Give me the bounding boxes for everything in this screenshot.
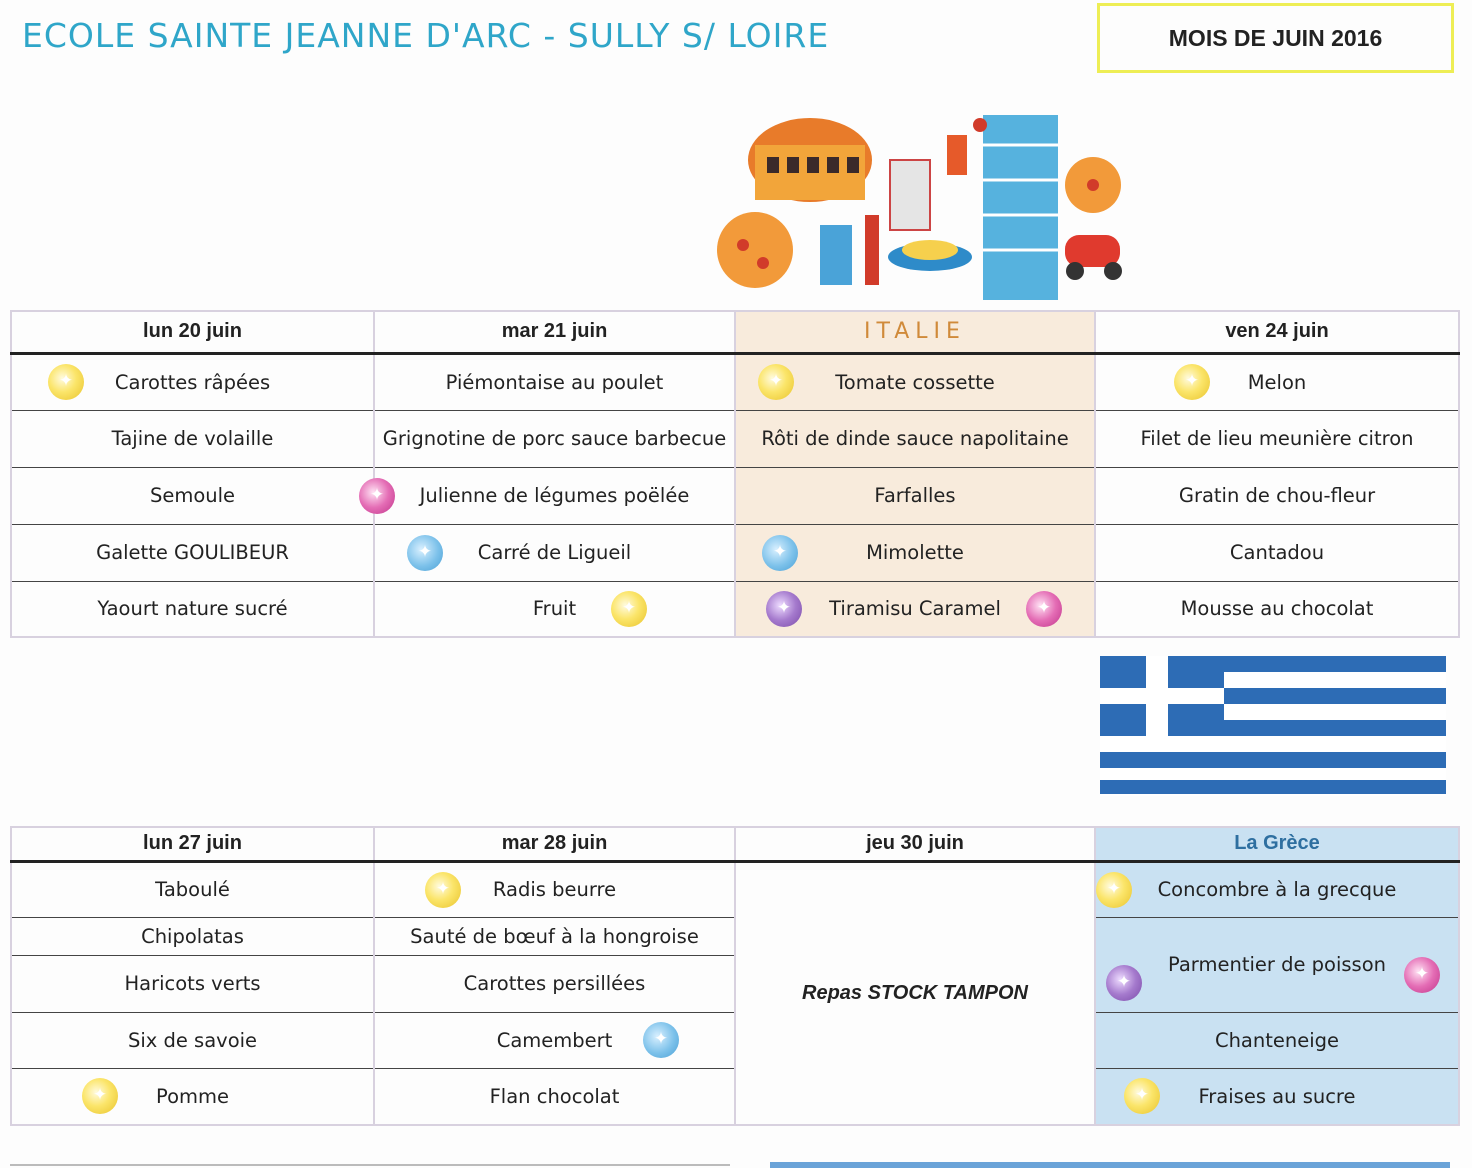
menu-cell [1095, 467, 1459, 524]
dish-text: Mimolette [866, 541, 964, 564]
menu-cell [1095, 1068, 1459, 1125]
menu-cell [11, 467, 374, 524]
label-badge-pink-icon [1404, 957, 1440, 993]
label-badge-yellow-icon [1096, 872, 1132, 908]
menu-cell [374, 353, 735, 410]
label-badge-yellow-icon [1174, 364, 1210, 400]
day-header: lun 27 juin [11, 827, 374, 861]
month-label [1097, 3, 1454, 73]
dish-text: Semoule [149, 484, 236, 507]
stock-meal-text: Repas STOCK TAMPON [802, 982, 1028, 1005]
day-header: jeu 30 juin [735, 827, 1095, 861]
dish-text: Taboulé [155, 878, 230, 901]
dish-text: Parmentier de poisson [1167, 953, 1387, 976]
dish-text: Flan chocolat [489, 1084, 620, 1108]
menu-cell [1095, 524, 1459, 581]
menu-week-1 [10, 310, 1460, 638]
dish-text: Cantadou [1229, 541, 1325, 564]
dish-text: Camembert [496, 1028, 613, 1052]
menu-cell [374, 917, 735, 955]
label-badge-blue-icon [643, 1022, 679, 1058]
menu-cell [374, 524, 735, 581]
menu-cell [11, 524, 374, 581]
dish-text: Sauté de bœuf à la hongroise [410, 924, 699, 948]
day-header: mar 28 juin [374, 827, 735, 861]
menu-cell [374, 467, 735, 524]
theme-header-greece: La Grèce [1095, 827, 1459, 861]
dish-text: Carottes persillées [463, 972, 646, 995]
dish-text: Yaourt nature sucré [97, 597, 288, 621]
school-title: ECOLE SAINTE JEANNE D'ARC - SULLY S/ LOIRE [22, 16, 830, 55]
menu-cell [735, 353, 1095, 410]
stock-meal-cell [735, 861, 1095, 1125]
dish-text: Farfalles [874, 484, 956, 507]
label-badge-blue-icon [407, 535, 443, 571]
day-header: lun 20 juin [11, 311, 374, 353]
menu-week-2 [10, 826, 1460, 1126]
dish-text: Pomme [156, 1084, 229, 1108]
menu-cell [1095, 581, 1459, 637]
dish-text: Grignotine de porc sauce barbecue [382, 427, 727, 450]
menu-cell [1095, 917, 1459, 1012]
dish-text: Galette GOULIBEUR [96, 541, 289, 564]
label-badge-yellow-icon [611, 591, 647, 627]
dish-text: Filet de lieu meunière citron [1140, 427, 1414, 450]
menu-cell [1095, 353, 1459, 410]
menu-cell [1095, 861, 1459, 917]
menu-cell [11, 1012, 374, 1068]
menu-cell [735, 581, 1095, 637]
menu-cell [1095, 1012, 1459, 1068]
menu-cell [1095, 410, 1459, 467]
menu-cell [11, 410, 374, 467]
menu-cell [11, 353, 374, 410]
label-badge-yellow-icon [758, 364, 794, 400]
menu-cell [374, 1068, 735, 1125]
menu-cell [11, 1068, 374, 1125]
dish-text: Chanteneige [1214, 1028, 1340, 1052]
dish-text: Tiramisu Caramel [829, 597, 1001, 621]
day-header: ven 24 juin [1095, 311, 1459, 353]
label-badge-yellow-icon [425, 872, 461, 908]
dish-text: Concombre à la grecque [1157, 878, 1397, 901]
menu-cell [735, 524, 1095, 581]
menu-cell [11, 861, 374, 917]
menu-cell [374, 1012, 735, 1068]
label-badge-yellow-icon [48, 364, 84, 400]
dish-text: Piémontaise au poulet [445, 370, 664, 394]
menu-cell [374, 955, 735, 1012]
dish-text: Fraises au sucre [1198, 1084, 1356, 1108]
next-week-strip [10, 1160, 1458, 1168]
label-badge-pink-icon [359, 478, 395, 514]
menu-cell [11, 917, 374, 955]
label-badge-yellow-icon [1124, 1078, 1160, 1114]
dish-text: Carré de Ligueil [477, 541, 632, 564]
menu-cell [374, 861, 735, 917]
dish-text: Mousse au chocolat [1180, 597, 1374, 621]
label-badge-pink-icon [1026, 591, 1062, 627]
month-text: MOIS DE JUIN 2016 [1168, 24, 1383, 51]
label-badge-purple-icon [766, 591, 802, 627]
greece-flag [1100, 656, 1446, 796]
label-badge-purple-icon [1106, 965, 1142, 1001]
label-badge-blue-icon [762, 535, 798, 571]
theme-header-italy: ITALIE [735, 311, 1095, 353]
dish-text: Fruit [532, 597, 577, 621]
day-header: mar 21 juin [374, 311, 735, 353]
menu-cell [374, 581, 735, 637]
menu-cell [374, 410, 735, 467]
dish-text: Rôti de dinde sauce napolitaine [761, 427, 1069, 450]
menu-cell [735, 467, 1095, 524]
dish-text: Carottes râpées [114, 370, 271, 394]
dish-text: Gratin de chou-fleur [1178, 484, 1376, 507]
dish-text: Tajine de volaille [111, 427, 274, 450]
menu-cell [11, 581, 374, 637]
dish-text: Julienne de légumes poëlée [419, 484, 690, 507]
menu-cell [735, 410, 1095, 467]
dish-text: Melon [1247, 370, 1307, 394]
dish-text: Radis beurre [492, 878, 617, 901]
label-badge-yellow-icon [82, 1078, 118, 1114]
dish-text: Haricots verts [124, 972, 261, 995]
italy-landmarks-illustration [715, 105, 1135, 305]
dish-text: Six de savoie [127, 1028, 258, 1052]
dish-text: Chipolatas [141, 924, 244, 948]
dish-text: Tomate cossette [835, 370, 995, 394]
menu-cell [11, 955, 374, 1012]
